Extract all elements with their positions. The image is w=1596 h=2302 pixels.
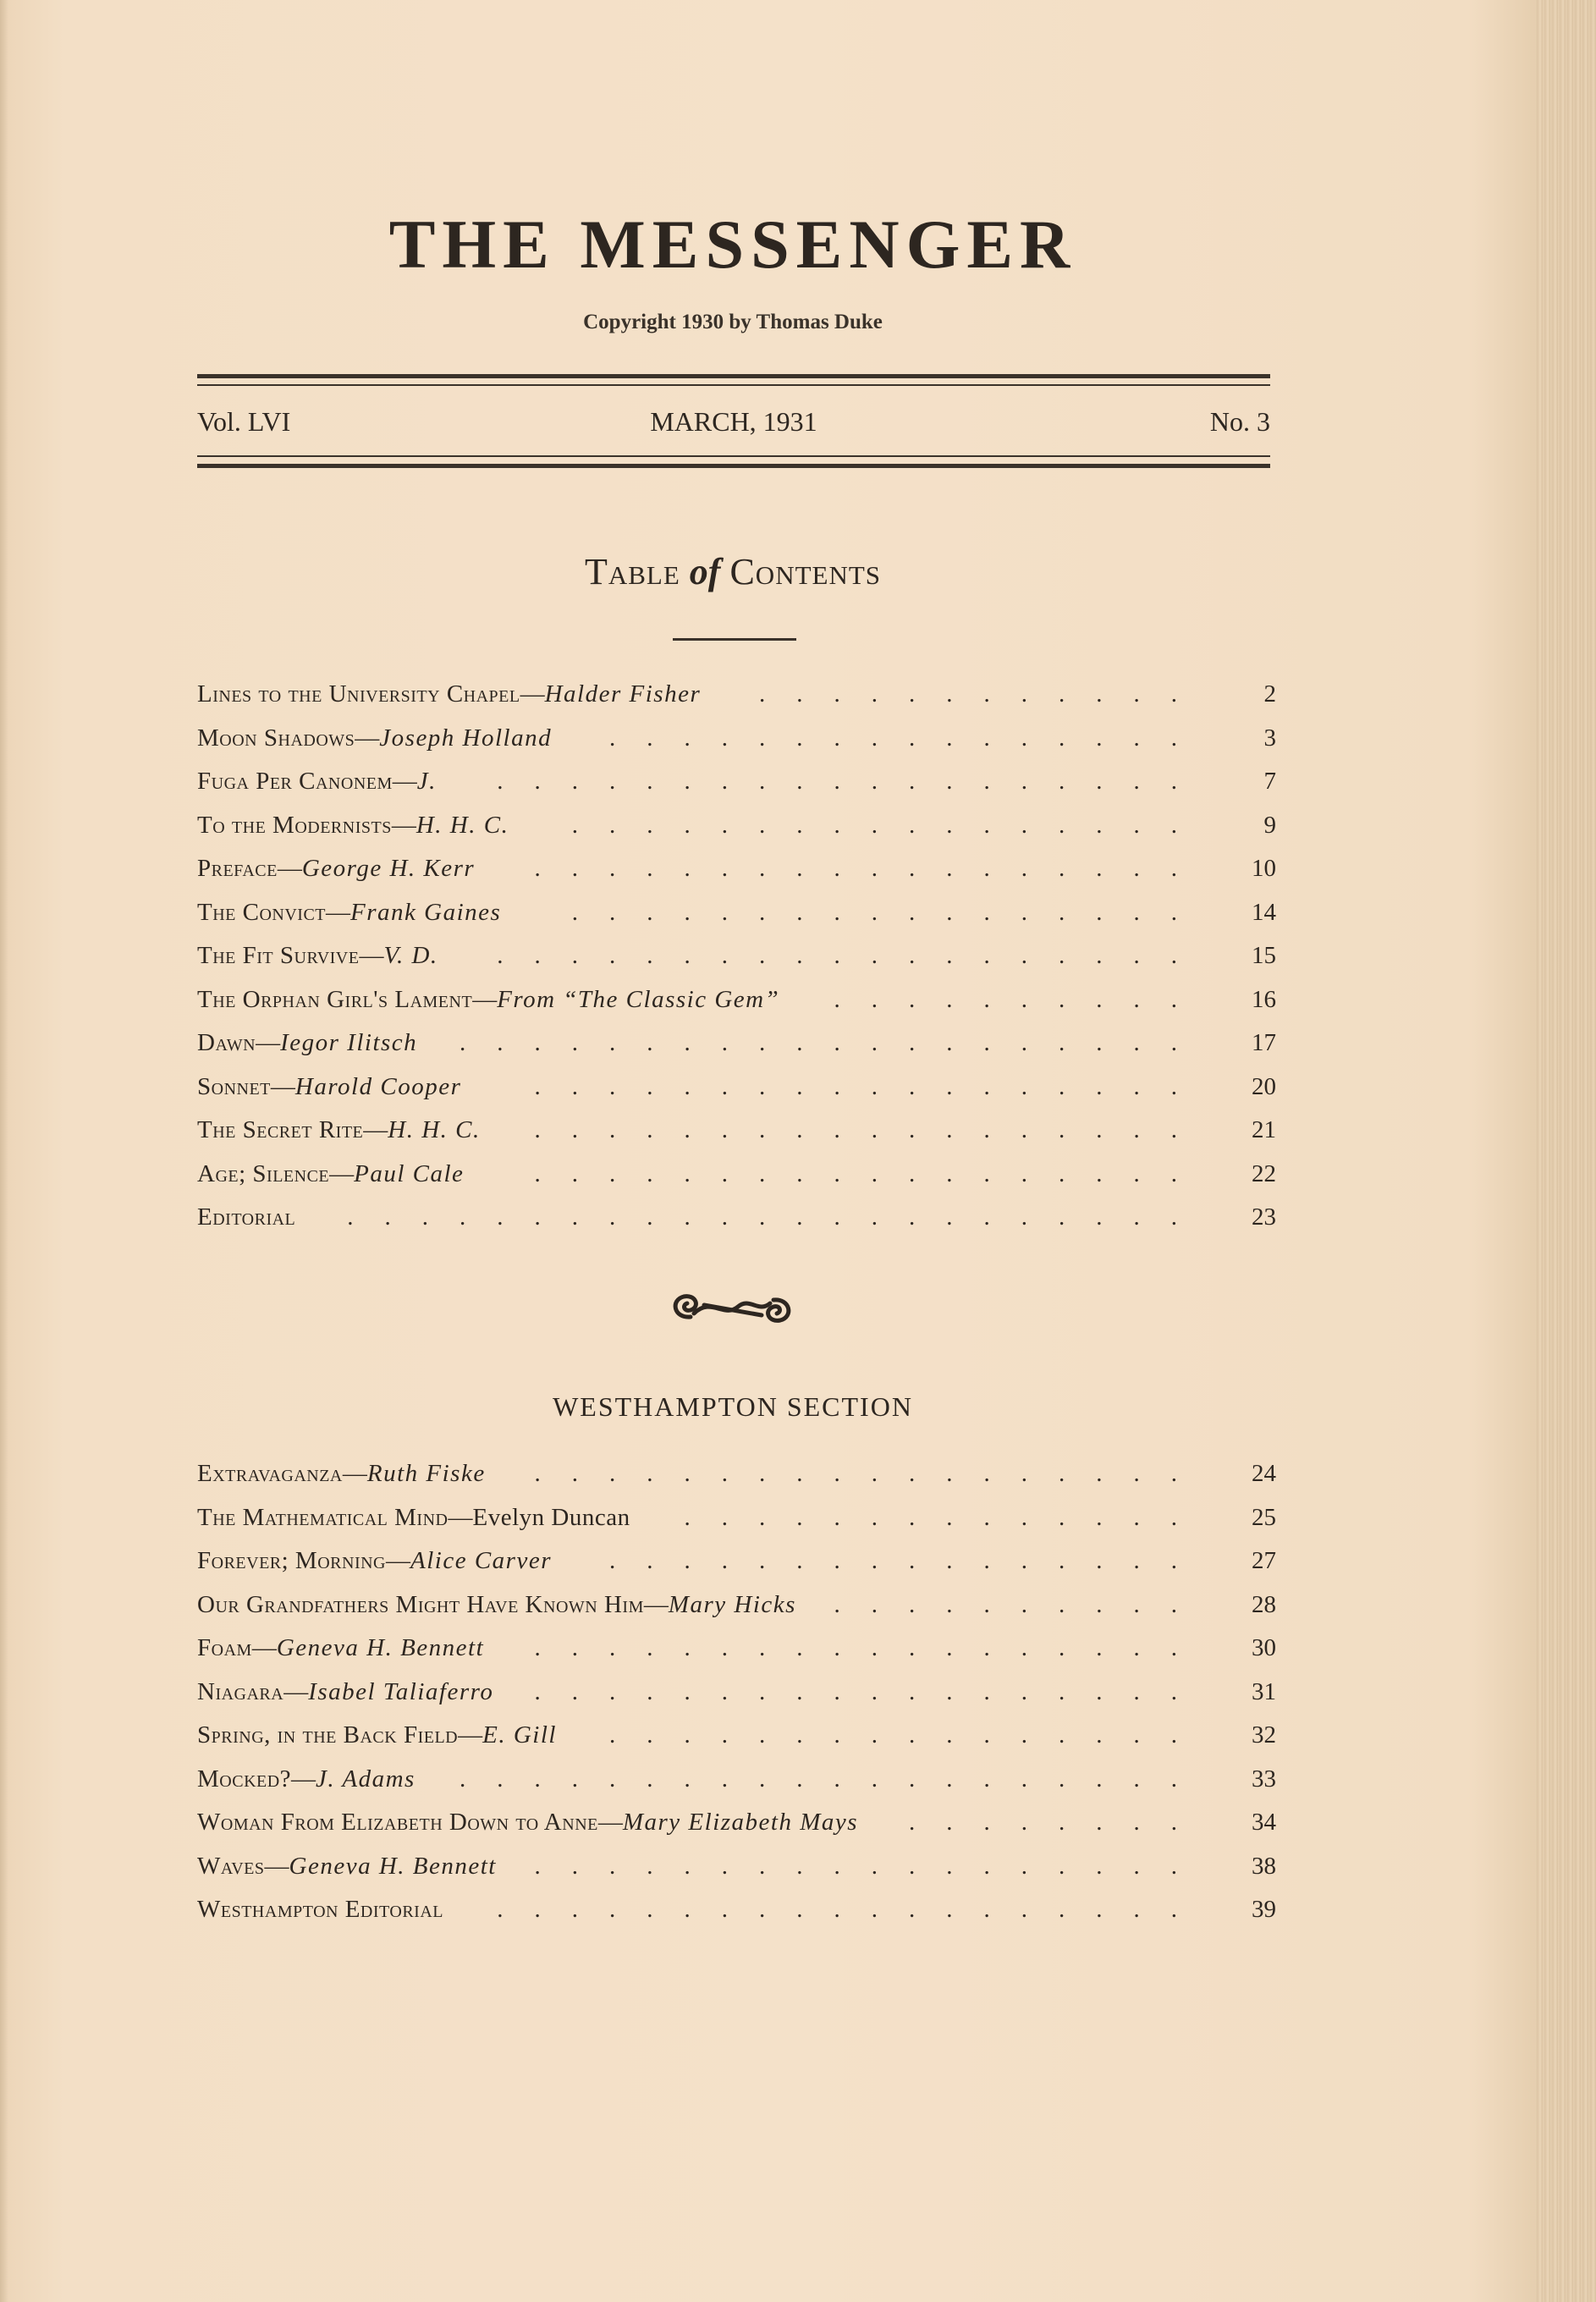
toc-entry (197, 1844, 1276, 1888)
dot-leader: .......... (834, 985, 1208, 1013)
entry-page-number: 14 (1252, 898, 1276, 926)
bottom-rule-thin (197, 455, 1270, 457)
entry-separator: — (283, 1677, 309, 1705)
entry-title: Dawn (197, 1029, 256, 1056)
entry-page-number: 23 (1252, 1203, 1276, 1231)
toc-entry (197, 1495, 1276, 1539)
dot-leader: ................... (497, 768, 1208, 795)
toc-entry (197, 846, 1276, 890)
entry-separator: — (448, 1503, 473, 1531)
entry-page-number: 33 (1252, 1765, 1276, 1793)
toc-entry (197, 1583, 1276, 1627)
toc-entry (197, 1887, 1276, 1931)
decorative-ornament (662, 1281, 802, 1335)
entry-title: Lines to the University Chapel (197, 680, 520, 708)
toc-entry (197, 759, 1276, 803)
toc-entry (197, 1800, 1276, 1844)
page-edge (1535, 0, 1596, 2302)
entry-separator: — (329, 1159, 355, 1187)
dot-leader: ................... (497, 942, 1208, 969)
entry-author: Iegor Ilitsch (280, 1029, 418, 1056)
dot-leader: ................ (609, 724, 1208, 752)
entry-author: Geneva H. Bennett (289, 1852, 497, 1880)
entry-title: Woman From Elizabeth Down to Anne (197, 1809, 598, 1836)
entry-separator: — (458, 1721, 483, 1749)
entry-separator: — (359, 942, 384, 969)
dot-leader: .................... (460, 1029, 1208, 1056)
entry-author: J. Adams (316, 1765, 416, 1793)
entry-page-number: 9 (1263, 811, 1276, 839)
entry-separator: — (392, 768, 417, 795)
entry-separator: — (386, 1547, 410, 1574)
entry-title: The Orphan Girl's Lament (197, 985, 473, 1013)
entry-author: From “The Classic Gem” (497, 985, 780, 1013)
entry-author: H. H. C. (416, 811, 509, 839)
entry-separator: — (643, 1590, 669, 1618)
entry-title: Fuga Per Canonem (197, 768, 393, 795)
entry-separator: — (264, 1852, 289, 1880)
entry-page-number: 25 (1252, 1503, 1276, 1531)
entry-title: The Fit Survive (197, 942, 360, 969)
entry-separator: — (277, 855, 302, 882)
entry-author: E. Gill (482, 1721, 557, 1749)
entry-separator: — (355, 724, 380, 752)
entry-author: Evelyn Duncan (472, 1503, 630, 1531)
issue-volume: Vol. LVI (197, 406, 291, 437)
entry-page-number: 3 (1263, 724, 1276, 752)
entry-author: Isabel Taliaferro (308, 1677, 494, 1705)
entry-page-number: 38 (1252, 1852, 1276, 1880)
entry-page-number: 15 (1252, 942, 1276, 969)
entry-title: Waves (197, 1852, 265, 1880)
entry-separator: — (256, 1029, 281, 1056)
entry-title: The Mathematical Mind (197, 1503, 449, 1531)
entry-author: J. (416, 768, 437, 795)
entry-author: Paul Cale (354, 1159, 465, 1187)
entry-page-number: 39 (1252, 1896, 1276, 1923)
toc-entry (197, 1539, 1276, 1583)
entry-page-number: 7 (1263, 768, 1276, 795)
dot-leader: .......... (834, 1590, 1208, 1618)
dot-leader: ................... (497, 1896, 1208, 1923)
copyright-line: Copyright 1930 by Thomas Duke (583, 311, 883, 333)
entry-separator: — (251, 1634, 277, 1661)
toc-entry (197, 1152, 1276, 1196)
entry-title: The Convict (197, 898, 327, 926)
toc-entry (197, 1195, 1276, 1239)
heading-rule (673, 638, 796, 641)
entry-author: George H. Kerr (301, 855, 476, 882)
dot-leader: .................. (534, 1072, 1208, 1100)
entry-separator: — (597, 1809, 623, 1836)
entry-author: Ruth Fiske (366, 1460, 486, 1487)
toc-entry (197, 1757, 1276, 1801)
toc-heading-of: of (689, 551, 721, 592)
entry-author: Joseph Holland (379, 724, 553, 752)
issue-date: MARCH, 1931 (650, 406, 817, 437)
dot-leader: .................. (534, 1159, 1208, 1187)
dot-leader: ............ (759, 680, 1208, 708)
dot-leader: .................... (460, 1765, 1208, 1793)
entry-title: Editorial (197, 1203, 296, 1231)
entry-title: Our Grandfathers Might Have Known Him (197, 1590, 644, 1618)
toc-entry (197, 890, 1276, 934)
entry-separator: — (326, 898, 351, 926)
dot-leader: ........ (909, 1809, 1208, 1836)
entry-author: Harold Cooper (294, 1072, 462, 1100)
entry-page-number: 2 (1263, 680, 1276, 708)
toc-entry (197, 672, 1276, 716)
entry-author: Mary Hicks (668, 1590, 796, 1618)
dot-leader: ................ (609, 1547, 1208, 1574)
dot-leader: ................. (571, 898, 1208, 926)
entry-page-number: 30 (1252, 1634, 1276, 1661)
entry-author: Alice Carver (410, 1547, 552, 1574)
entry-author: V. D. (383, 942, 438, 969)
entry-title: Extravaganza (197, 1460, 343, 1487)
toc-entry (197, 1021, 1276, 1065)
entry-page-number: 16 (1252, 985, 1276, 1013)
entry-separator: — (291, 1765, 316, 1793)
entry-title: Mocked? (197, 1765, 292, 1793)
entry-author: Halder Fisher (544, 680, 702, 708)
entry-page-number: 20 (1252, 1072, 1276, 1100)
entry-page-number: 22 (1252, 1159, 1276, 1187)
dot-leader: .................. (534, 1116, 1208, 1143)
entry-separator: — (472, 985, 498, 1013)
entry-title: Moon Shadows (197, 724, 355, 752)
entry-page-number: 28 (1252, 1590, 1276, 1618)
dot-leader: .................. (534, 1852, 1208, 1880)
dot-leader: .............. (684, 1503, 1208, 1531)
toc-entry (197, 933, 1276, 978)
dot-leader: ................ (609, 1721, 1208, 1749)
toc-heading-word: Table (584, 551, 680, 592)
toc-entry (197, 1065, 1276, 1109)
entry-page-number: 27 (1252, 1547, 1276, 1574)
entry-author: Geneva H. Bennett (276, 1634, 485, 1661)
entry-page-number: 10 (1252, 855, 1276, 882)
entry-title: Forever; Morning (197, 1547, 386, 1574)
entry-separator: — (520, 680, 545, 708)
dot-leader: .................. (534, 1677, 1208, 1705)
entry-page-number: 17 (1252, 1029, 1276, 1056)
toc-entry (197, 803, 1276, 847)
top-rule-thick (197, 374, 1270, 378)
entry-author: Mary Elizabeth Mays (622, 1809, 859, 1836)
toc-entry (197, 1626, 1276, 1670)
entry-page-number: 34 (1252, 1809, 1276, 1836)
dot-leader: .................. (534, 1634, 1208, 1661)
masthead-title: THE MESSENGER (388, 206, 1077, 283)
entry-separator: — (391, 811, 416, 839)
bottom-rule-thick (197, 464, 1270, 468)
entry-title: Foam (197, 1634, 252, 1661)
toc-entry (197, 1108, 1276, 1152)
table-of-contents-heading (0, 553, 1466, 591)
toc-entry (197, 1713, 1276, 1757)
entry-author: Frank Gaines (350, 898, 502, 926)
dot-leader: .................. (534, 1460, 1208, 1487)
dot-leader: ....................... (347, 1203, 1208, 1231)
dot-leader: ................. (571, 811, 1208, 839)
toc-entry (197, 1670, 1276, 1714)
top-rule-thin (197, 384, 1270, 386)
westhampton-section-heading: WESTHAMPTON SECTION (553, 1391, 913, 1422)
dot-leader: .................. (534, 855, 1208, 882)
entry-page-number: 31 (1252, 1677, 1276, 1705)
entry-title: To the Modernists (197, 811, 392, 839)
entry-title: Westhampton Editorial (197, 1896, 443, 1923)
entry-title: Sonnet (197, 1072, 271, 1100)
entry-title: Spring, in the Back Field (197, 1721, 459, 1749)
entry-title: Preface (197, 855, 278, 882)
toc-entry (197, 716, 1276, 760)
entry-title: Niagara (197, 1677, 284, 1705)
issue-number: No. 3 (1209, 406, 1270, 437)
toc-heading-word: Contents (729, 551, 882, 592)
entry-author: H. H. C. (388, 1116, 481, 1143)
entry-page-number: 32 (1252, 1721, 1276, 1749)
entry-separator: — (363, 1116, 388, 1143)
entry-title: The Secret Rite (197, 1116, 364, 1143)
toc-entry (197, 978, 1276, 1022)
entry-title: Age; Silence (197, 1159, 330, 1187)
entry-separator: — (342, 1460, 367, 1487)
entry-separator: — (270, 1072, 295, 1100)
entry-page-number: 21 (1252, 1116, 1276, 1143)
toc-entry (197, 1451, 1276, 1495)
entry-page-number: 24 (1252, 1460, 1276, 1487)
